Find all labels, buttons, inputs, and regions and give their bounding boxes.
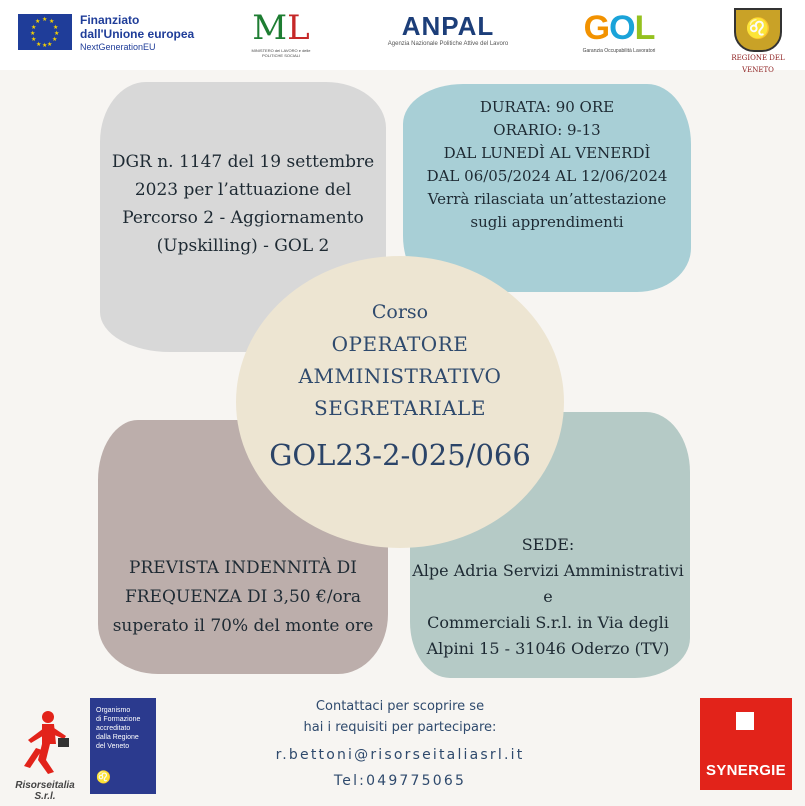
eu-star-icon: ★: [53, 24, 59, 31]
risorseitalia-name: Risorseitalia S.r.l.: [15, 780, 75, 802]
risorseitalia-logo: [4, 706, 84, 802]
duration-line: DURATA: 90 ORE: [479, 98, 615, 116]
course-title-block: [250, 296, 550, 476]
eu-star-icon: ★: [30, 30, 36, 37]
sede-text: [408, 532, 688, 662]
eu-star-icon: ★: [47, 41, 53, 48]
ministero-lavoro-logo: [246, 8, 316, 68]
sede-label: SEDE:: [521, 535, 575, 554]
contact-phone-link[interactable]: Tel:049775065: [333, 773, 467, 789]
schedule-line: ORARIO: 9-13: [493, 121, 601, 139]
indennita-text: [108, 554, 378, 641]
sede-line: Alpini 15 - 31046 Oderzo (TV): [426, 639, 670, 658]
certificate-line: sugli apprendimenti: [470, 213, 624, 231]
lion-icon: ♌: [745, 16, 771, 40]
indennita-line: superato il 70% del monte ore: [112, 616, 374, 636]
eu-star-icon: ★: [36, 41, 42, 48]
course-title-line: OPERATORE: [331, 332, 469, 356]
dgr-text: [110, 148, 376, 260]
eu-flag-logo: [18, 14, 72, 50]
regione-veneto-logo: [718, 8, 798, 76]
sede-line: Commerciali S.r.l. in Via degli: [427, 613, 669, 632]
dgr-line: 2023 per l’attuazione del: [134, 180, 352, 200]
anpal-name: ANPAL: [401, 11, 495, 41]
synergie-square-icon: [736, 712, 754, 730]
certificate-line: Verrà rilasciata un’attestazione: [427, 190, 667, 208]
eu-line-3: NextGenerationEU: [80, 42, 156, 52]
indennita-line: PREVISTA INDENNITÀ DI: [129, 558, 357, 578]
veneto-caption: REGIONE DEL VENETO: [731, 54, 785, 74]
anpal-subtitle: Agenzia Nazionale Politiche Attive del Lavoro: [387, 41, 509, 47]
eu-star-icon: ★: [52, 36, 58, 43]
eu-star-icon: ★: [31, 36, 37, 43]
contact-block: [250, 696, 550, 794]
synergie-name: SYNERGIE: [706, 762, 786, 779]
dgr-line: DGR n. 1147 del 19 settembre: [111, 152, 375, 172]
synergie-logo: [700, 698, 792, 790]
eu-star-icon: ★: [42, 16, 48, 23]
course-title-line: AMMINISTRATIVO: [298, 364, 502, 388]
gol-logo: [574, 8, 664, 55]
organismo-text: Organismo di Formazione accreditato dalla Regione del Veneto: [96, 707, 141, 750]
eu-star-icon: ★: [54, 30, 60, 37]
veneto-lion-icon: ♌: [96, 770, 111, 784]
indennita-line: FREQUENZA DI 3,50 €/ora: [124, 587, 362, 607]
course-label: Corso: [371, 301, 429, 323]
gol-subtitle: Garanzia Occupabilità Lavoratori: [582, 48, 656, 54]
eu-line-1: Finanziato: [80, 13, 140, 27]
dgr-line: (Upskilling) - GOL 2: [156, 236, 330, 256]
running-man-icon: [20, 710, 70, 776]
eu-star-icon: ★: [35, 18, 41, 25]
organismo-formazione-badge: [90, 698, 156, 794]
course-code: GOL23-2-025/066: [269, 438, 531, 472]
days-line: DAL LUNEDÌ AL VENERDÌ: [443, 144, 651, 162]
anpal-logo: [378, 12, 518, 49]
dgr-line: Percorso 2 - Aggiornamento: [122, 208, 364, 228]
dates-line: DAL 06/05/2024 AL 12/06/2024: [426, 167, 668, 185]
info-text: [408, 96, 686, 234]
ministero-caption: MINISTERO del LAVORO e delle POLITICHE SOCIALI: [251, 48, 311, 58]
eu-star-icon: ★: [31, 24, 37, 31]
course-title-line: SEGRETARIALE: [314, 396, 486, 420]
eu-line-2: dall'Unione europea: [80, 27, 195, 41]
sede-line: Alpe Adria Servizi Amministrativi e: [412, 561, 684, 606]
eu-star-icon: ★: [42, 42, 48, 49]
veneto-shield-icon: [734, 8, 782, 52]
gol-wordmark: GOL: [583, 9, 655, 47]
eu-star-icon: ★: [49, 18, 55, 25]
contact-line-2: hai i requisiti per partecipare:: [303, 720, 497, 735]
contact-email-link[interactable]: r.bettoni@risorseitaliasrl.it: [275, 747, 525, 763]
ministero-monogram: ML: [252, 8, 310, 48]
contact-line-1: Contattaci per scoprire se: [315, 699, 485, 714]
eu-funding-label: [80, 13, 230, 53]
